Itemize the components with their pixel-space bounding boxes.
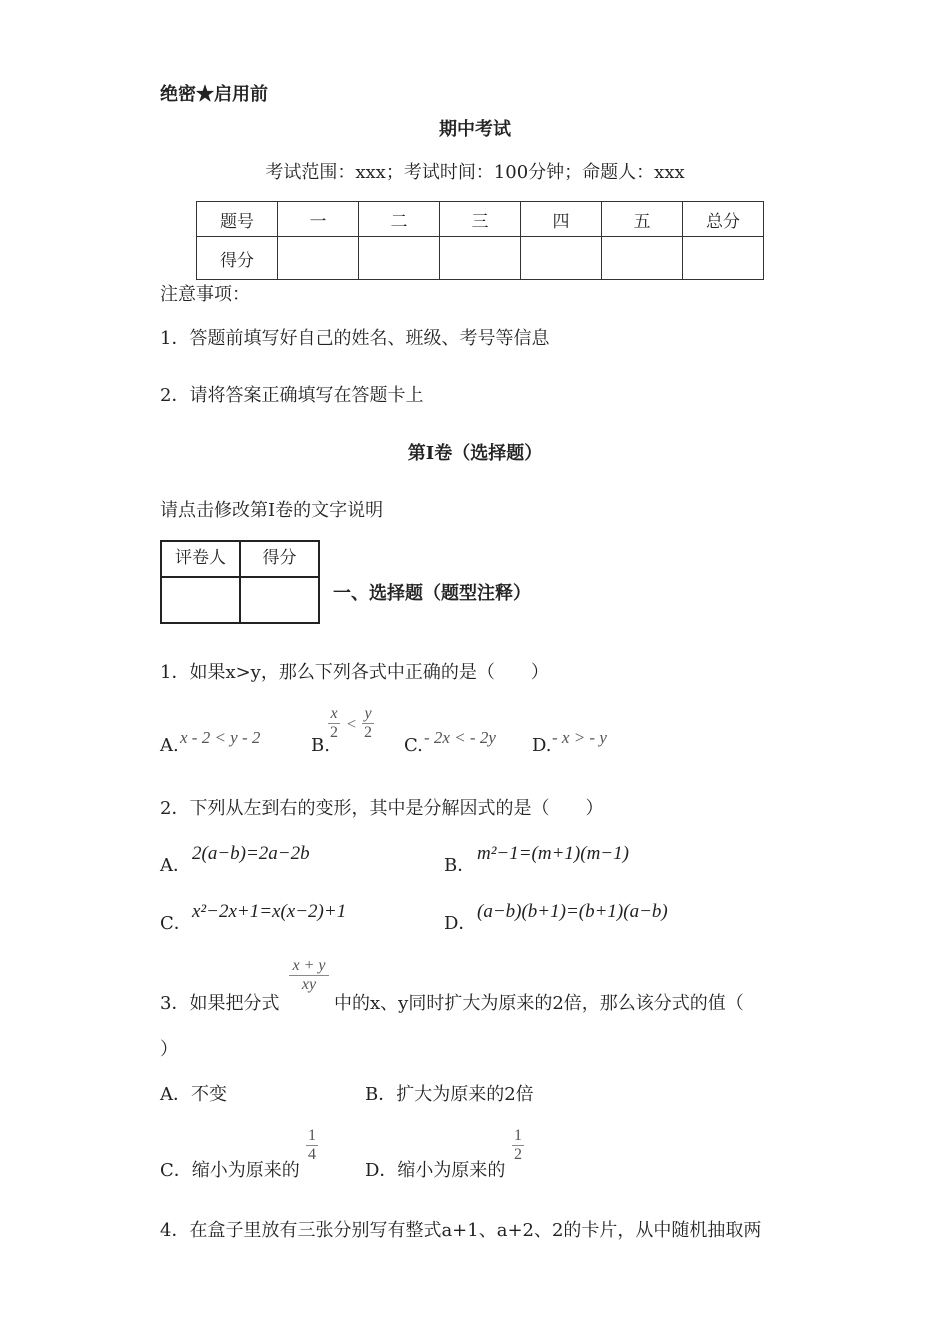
- fraction-numerator: 1: [514, 1127, 522, 1144]
- fraction-numerator: 1: [308, 1127, 316, 1144]
- grader-header: 评卷人: [161, 541, 240, 577]
- section-title: 第I卷（选择题）: [407, 443, 543, 464]
- q4-stem: 4．在盒子里放有三张分别写有整式a+1、a+2、2的卡片，从中随机抽取两: [160, 1220, 762, 1241]
- q2-option-b-label[interactable]: B．: [444, 855, 476, 876]
- score-header-cell: 三: [440, 202, 521, 237]
- score-table: [196, 201, 764, 280]
- q2-option-c-expr: x²−2x+1=x(x−2)+1: [192, 901, 347, 922]
- q3-option-b[interactable]: B．扩大为原来的2倍: [365, 1084, 534, 1105]
- fraction-denominator: 4: [308, 1146, 316, 1163]
- score-cell[interactable]: [359, 237, 440, 280]
- notes-heading: 注意事项：: [160, 284, 250, 305]
- fraction-denominator: 2: [514, 1146, 522, 1163]
- grader-cell[interactable]: [161, 577, 240, 623]
- secret-label: 绝密★启用前: [160, 84, 268, 105]
- q1-option-c-label[interactable]: C.: [404, 735, 423, 756]
- grader-table: [160, 540, 320, 624]
- q3-fraction: [289, 957, 329, 994]
- q2-option-a-expr: 2(a−b)=2a−2b: [192, 843, 310, 864]
- score-cell[interactable]: [278, 237, 359, 280]
- q1-b-fraction-left: [328, 705, 340, 742]
- score-header-cell: 二: [359, 202, 440, 237]
- score-header-cell: 四: [521, 202, 602, 237]
- q3-option-a[interactable]: A．不变: [160, 1084, 227, 1105]
- fraction-denominator: 2: [364, 724, 372, 741]
- fraction-numerator: x + y: [292, 957, 326, 974]
- notes-item-1: 1．答题前填写好自己的姓名、班级、考号等信息: [160, 328, 550, 349]
- q1-option-b-label[interactable]: B.: [311, 735, 330, 756]
- q3-stem-after: 中的x、y同时扩大为原来的2倍，那么该分式的值（: [334, 993, 744, 1014]
- score-header-cell: 总分: [683, 202, 764, 237]
- q1-option-d-expr: - x > - y: [552, 728, 607, 747]
- q3-option-c[interactable]: C．缩小为原来的: [160, 1160, 300, 1181]
- q3-option-d[interactable]: D．缩小为原来的: [365, 1160, 506, 1181]
- notes-item-2: 2．请将答案正确填写在答题卡上: [160, 385, 424, 406]
- q1-option-a-expr: x - 2 < y - 2: [180, 728, 261, 747]
- q2-option-c-label[interactable]: C．: [160, 913, 192, 934]
- q2-option-b-expr: m²−1=(m+1)(m−1): [477, 843, 629, 864]
- score-cell[interactable]: [521, 237, 602, 280]
- part-title: 一、选择题（题型注释）: [333, 583, 531, 604]
- q1-b-less-than: <: [347, 716, 357, 733]
- grader-header: 得分: [240, 541, 319, 577]
- q1-stem: 1．如果x>y，那么下列各式中正确的是（ ）: [160, 662, 549, 683]
- q3-stem-before: 3．如果把分式: [160, 993, 280, 1014]
- fraction-numerator: y: [364, 705, 372, 722]
- score-cell[interactable]: [683, 237, 764, 280]
- q1-b-fraction-right: [362, 705, 374, 742]
- section-description: 请点击修改第I卷的文字说明: [160, 500, 384, 521]
- score-header-cell: 题号: [197, 202, 278, 237]
- q3-stem-wrap: ）: [160, 1039, 178, 1060]
- q2-option-d-expr: (a−b)(b+1)=(b+1)(a−b): [477, 901, 668, 922]
- page-title: 期中考试: [439, 119, 511, 140]
- q1-option-a-label[interactable]: A.: [160, 735, 179, 756]
- score-row-label: 得分: [197, 237, 278, 280]
- score-header-cell: 一: [278, 202, 359, 237]
- q3-c-fraction: [306, 1127, 318, 1164]
- score-cell[interactable]: [440, 237, 521, 280]
- q2-option-a-label[interactable]: A．: [160, 855, 191, 876]
- score-cell[interactable]: [602, 237, 683, 280]
- exam-info: 考试范围：xxx；考试时间：100分钟；命题人：xxx: [265, 162, 685, 183]
- q1-option-d-label[interactable]: D.: [532, 735, 552, 756]
- fraction-denominator: xy: [289, 975, 329, 994]
- q2-option-d-label[interactable]: D．: [444, 913, 477, 934]
- fraction-denominator: 2: [330, 724, 338, 741]
- grader-cell[interactable]: [240, 577, 319, 623]
- fraction-numerator: x: [330, 705, 338, 722]
- q2-stem: 2．下列从左到右的变形，其中是分解因式的是（ ）: [160, 798, 604, 819]
- q1-option-c-expr: - 2x < - 2y: [424, 728, 496, 747]
- q3-d-fraction: [512, 1127, 524, 1164]
- score-header-cell: 五: [602, 202, 683, 237]
